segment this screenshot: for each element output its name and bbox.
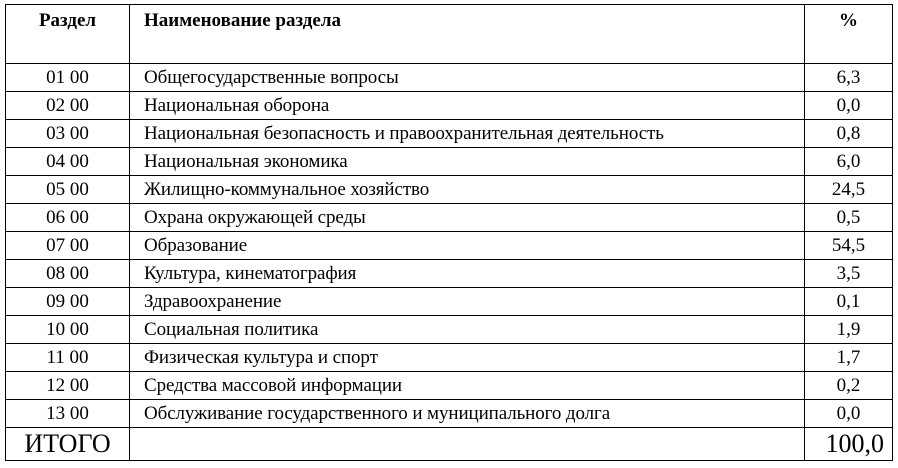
row-percent: 6,0 — [805, 148, 893, 176]
row-percent: 6,3 — [805, 64, 893, 92]
row-percent: 0,0 — [805, 92, 893, 120]
table-row — [6, 400, 893, 428]
row-name: Национальная оборона — [130, 92, 805, 120]
total-percent: 100,0 — [805, 428, 893, 461]
row-name: Национальная безопасность и правоохранительная деятельность — [130, 120, 805, 148]
row-percent: 0,5 — [805, 204, 893, 232]
row-percent: 0,8 — [805, 120, 893, 148]
header-percent: % — [805, 5, 893, 64]
table-header-row — [6, 5, 893, 64]
row-name: Физическая культура и спорт — [130, 344, 805, 372]
total-row — [6, 428, 893, 461]
row-percent: 54,5 — [805, 232, 893, 260]
row-name: Жилищно-коммунальное хозяйство — [130, 176, 805, 204]
row-code: 04 00 — [6, 148, 130, 176]
table-row — [6, 120, 893, 148]
row-code: 11 00 — [6, 344, 130, 372]
table-row — [6, 176, 893, 204]
table-row — [6, 372, 893, 400]
row-code: 12 00 — [6, 372, 130, 400]
total-label: ИТОГО — [6, 428, 130, 461]
row-name: Обслуживание государственного и муниципального долга — [130, 400, 805, 428]
row-code: 02 00 — [6, 92, 130, 120]
budget-sections-table — [5, 4, 893, 461]
table-row — [6, 64, 893, 92]
header-name: Наименование раздела — [130, 5, 805, 64]
row-name: Здравоохранение — [130, 288, 805, 316]
row-percent: 1,7 — [805, 344, 893, 372]
row-code: 10 00 — [6, 316, 130, 344]
row-name: Средства массовой информации — [130, 372, 805, 400]
row-code: 03 00 — [6, 120, 130, 148]
row-name: Общегосударственные вопросы — [130, 64, 805, 92]
table-body — [6, 64, 893, 428]
row-name: Культура, кинематография — [130, 260, 805, 288]
row-percent: 1,9 — [805, 316, 893, 344]
table-row — [6, 316, 893, 344]
row-code: 06 00 — [6, 204, 130, 232]
row-code: 07 00 — [6, 232, 130, 260]
header-section: Раздел — [6, 5, 130, 64]
table-row — [6, 204, 893, 232]
row-name: Социальная политика — [130, 316, 805, 344]
table-row — [6, 148, 893, 176]
row-code: 08 00 — [6, 260, 130, 288]
table-row — [6, 92, 893, 120]
row-code: 01 00 — [6, 64, 130, 92]
row-percent: 0,1 — [805, 288, 893, 316]
row-percent: 0,2 — [805, 372, 893, 400]
table-row — [6, 232, 893, 260]
row-code: 13 00 — [6, 400, 130, 428]
row-name: Охрана окружающей среды — [130, 204, 805, 232]
table-row — [6, 344, 893, 372]
row-percent: 0,0 — [805, 400, 893, 428]
row-percent: 24,5 — [805, 176, 893, 204]
row-percent: 3,5 — [805, 260, 893, 288]
total-name — [130, 428, 805, 461]
row-name: Образование — [130, 232, 805, 260]
row-code: 09 00 — [6, 288, 130, 316]
row-name: Национальная экономика — [130, 148, 805, 176]
table-row — [6, 260, 893, 288]
table-row — [6, 288, 893, 316]
row-code: 05 00 — [6, 176, 130, 204]
